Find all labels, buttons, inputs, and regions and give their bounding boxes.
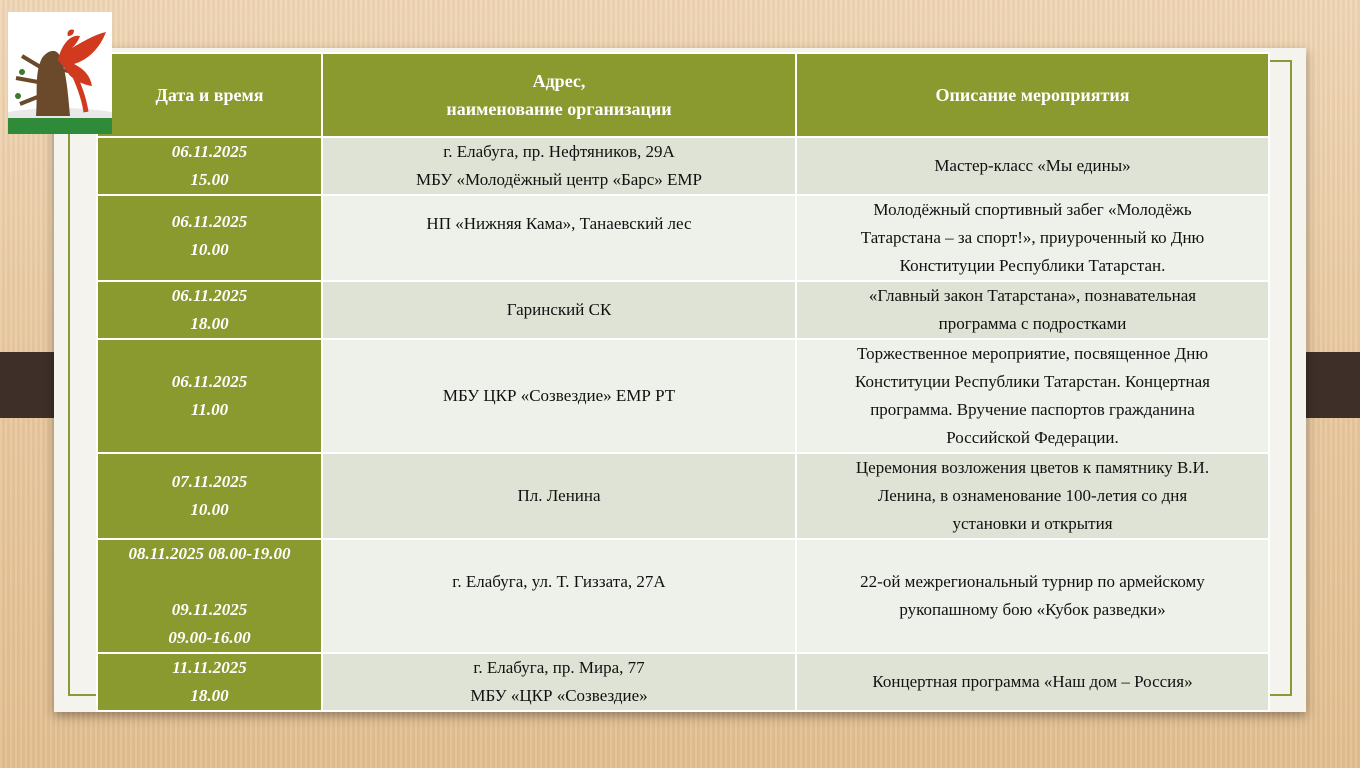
- address-cell: г. Елабуга, пр. Мира, 77 МБУ «ЦКР «Созвездие»: [322, 653, 796, 711]
- description-cell: 22-ой межрегиональный турнир по армейскому рукопашному бою «Кубок разведки»: [796, 539, 1269, 653]
- date-cell: 06.11.2025 11.00: [97, 339, 322, 453]
- address-cell: г. Елабуга, пр. Нефтяников, 29А МБУ «Молодёжный центр «Барс» ЕМР: [322, 137, 796, 195]
- description-cell: Церемония возложения цветов к памятнику В.И. Ленина, в ознаменование 100-летия со дня установки и открытия: [796, 453, 1269, 539]
- table-row: [97, 453, 1269, 539]
- date-cell: 08.11.2025 08.00-19.00 09.11.2025 09.00-16.00: [97, 539, 322, 653]
- date-cell: 06.11.2025 15.00: [97, 137, 322, 195]
- address-cell: Гаринский СК: [322, 281, 796, 339]
- table-row: [97, 195, 1269, 281]
- header-address: Адрес, наименование организации: [322, 53, 796, 137]
- date-cell: 06.11.2025 10.00: [97, 195, 322, 281]
- header-date: Дата и время: [97, 53, 322, 137]
- table-row: [97, 137, 1269, 195]
- header-description: Описание мероприятия: [796, 53, 1269, 137]
- address-cell: НП «Нижняя Кама», Танаевский лес: [322, 195, 796, 281]
- date-cell: 06.11.2025 18.00: [97, 281, 322, 339]
- table-row: [97, 339, 1269, 453]
- events-table: [96, 52, 1270, 712]
- table-row: [97, 653, 1269, 711]
- address-cell: МБУ ЦКР «Созвездие» ЕМР РТ: [322, 339, 796, 453]
- table-row: [97, 281, 1269, 339]
- description-cell: Концертная программа «Наш дом – Россия»: [796, 653, 1269, 711]
- description-cell: Молодёжный спортивный забег «Молодёжь Татарстана – за спорт!», приуроченный ко Дню Конституции Республики Татарстан.: [796, 195, 1269, 281]
- elabuga-coat-of-arms-icon: [8, 12, 112, 134]
- table-row: [97, 539, 1269, 653]
- date-cell: 11.11.2025 18.00: [97, 653, 322, 711]
- address-cell: г. Елабуга, ул. Т. Гиззата, 27А: [322, 539, 796, 653]
- description-cell: Мастер-класс «Мы едины»: [796, 137, 1269, 195]
- description-cell: «Главный закон Татарстана», познавательная программа с подростками: [796, 281, 1269, 339]
- address-cell: Пл. Ленина: [322, 453, 796, 539]
- date-cell: 07.11.2025 10.00: [97, 453, 322, 539]
- table-header-row: [97, 53, 1269, 137]
- description-cell: Торжественное мероприятие, посвященное Дню Конституции Республики Татарстан. Концертная программа. Вручение паспортов гражданина Российской Федерации.: [796, 339, 1269, 453]
